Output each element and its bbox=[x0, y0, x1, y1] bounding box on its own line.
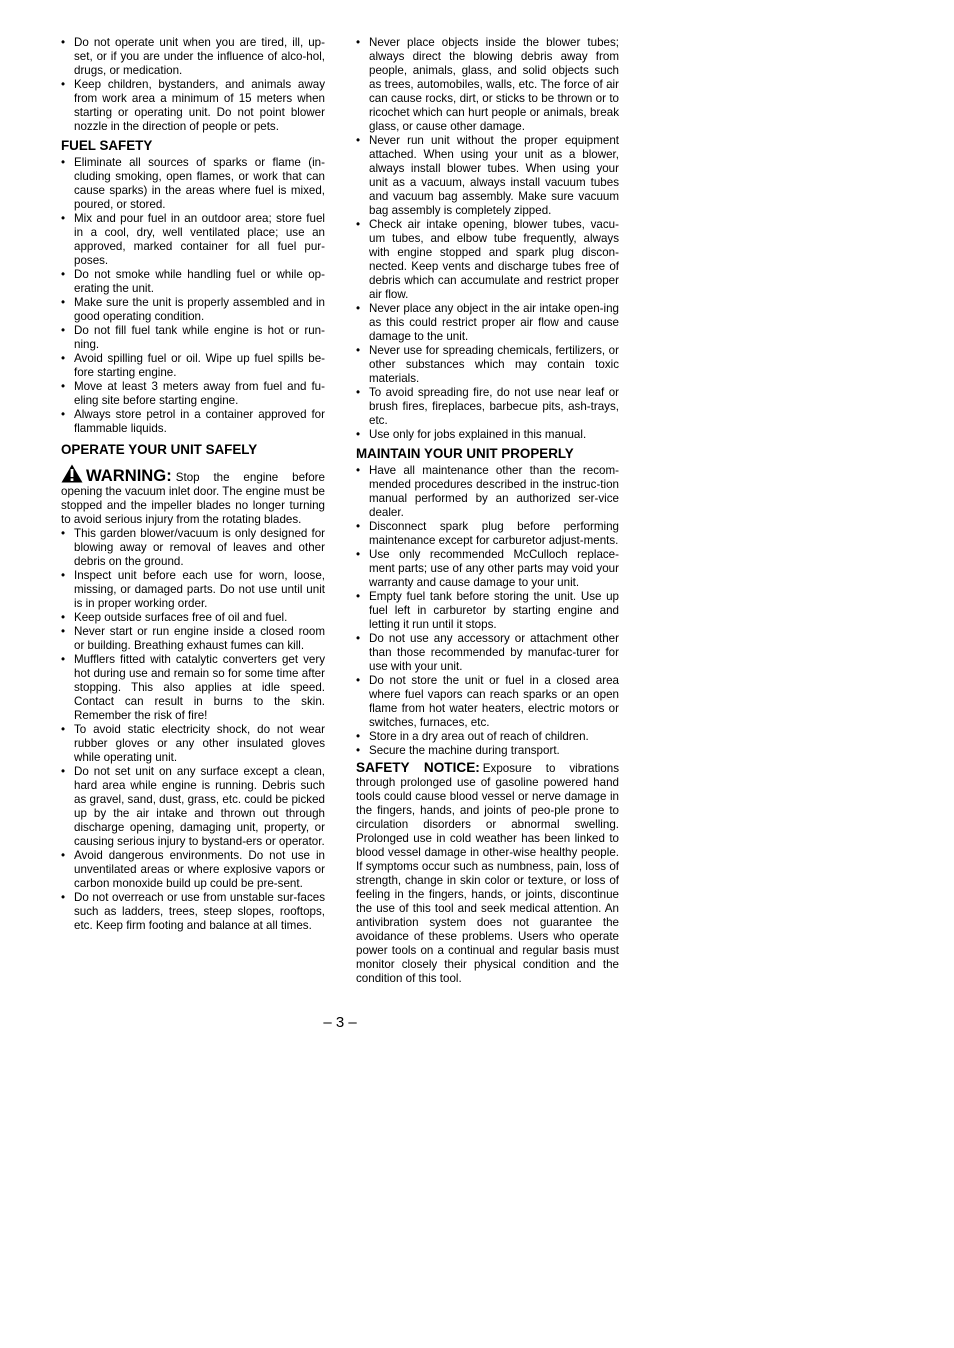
list-item: • Always store petrol in a container approved for flammable liquids. bbox=[61, 408, 325, 436]
list-item: • This garden blower/vacuum is only designed for blowing away or removal of leaves and other debris on the ground. bbox=[61, 527, 325, 569]
maintain-unit-list bbox=[356, 464, 619, 758]
list-item: • Never start or run engine inside a closed room or building. Breathing exhaust fumes can kill. bbox=[61, 625, 325, 653]
fuel-safety-heading: FUEL SAFETY bbox=[61, 138, 153, 153]
list-item: • Mix and pour fuel in an outdoor area; store fuel in a cool, dry, well ventilated place; use an approved, marked container for all fuel pur-poses. bbox=[61, 212, 325, 268]
safety-notice-text: Exposure to vibrations through prolonged use of gasoline powered hand tools could cause blood vessel or nerve damage in the fingers, hands, and joints of peo-ple prone to circulation disorders or abnormal swelling. Prolonged use in cold weather has been linked to blood vessel damage in other-wise healthy people. If symptoms occur such as numbness, pain, loss of strength, change in skin color or texture, or loss of feeling in the fingers, hands, or joints, discontinue the use of this tool and seek medical attention. An antivibration system does not guarantee the avoidance of these problems. Users who operate power tools on a continual and regular basis must monitor closely their physical condition and the condition of this tool. bbox=[356, 762, 619, 985]
list-item: • Eliminate all sources of sparks or flame (in-cluding smoking, open flames, or work that can cause sparks) in the areas where fuel is mixed, poured, or stored. bbox=[61, 156, 325, 212]
list-item: • Make sure the unit is properly assembled and in good operating condition. bbox=[61, 296, 325, 324]
warning-label: WARNING: bbox=[86, 466, 172, 485]
list-item: • Do not fill fuel tank while engine is hot or run-ning. bbox=[61, 324, 325, 352]
page-number: – 3 – bbox=[323, 1014, 357, 1031]
right-column bbox=[356, 36, 619, 986]
list-item: • Never use for spreading chemicals, fertilizers, or other substances which may contain toxic materials. bbox=[356, 344, 619, 386]
warning-triangle-icon bbox=[61, 464, 83, 483]
list-item: • Do not store the unit or fuel in a closed area where fuel vapors can reach sparks or an open flame from hot water heaters, electric motors or switches, furnaces, etc. bbox=[356, 674, 619, 730]
list-item: • Empty fuel tank before storing the unit. Use up fuel left in carburetor by starting engine and letting it run until it stops. bbox=[356, 590, 619, 632]
warning-text: Stop the engine before opening the vacuum inlet door. The engine must be stopped and the impeller blades no longer turning to avoid serious injury from the rotating blades. bbox=[61, 471, 325, 526]
operate-safely-heading: OPERATE YOUR UNIT SAFELY bbox=[61, 442, 258, 457]
intro-bullet-list bbox=[61, 36, 325, 134]
list-item: • Move at least 3 meters away from fuel and fu-eling site before starting engine. bbox=[61, 380, 325, 408]
list-item: • Do not operate unit when you are tired, ill, up-set, or if you are under the influence of alco-hol, drugs, or medication. bbox=[61, 36, 325, 78]
list-item: • Keep children, bystanders, and animals away from work area a minimum of 15 meters when starting or operating unit. Do not point blower nozzle in the direction of people or pets. bbox=[61, 78, 325, 134]
list-item: • Never place any object in the air intake open-ing as this could restrict proper air flow and cause damage to the unit. bbox=[356, 302, 619, 344]
list-item: • Do not set unit on any surface except a clean, hard area while engine is running. Debris such as gravel, sand, dust, grass, etc. could be picked up by the air intake and thrown out through discharge opening, damaging unit, property, or causing serious injury to bystand-ers or operator. bbox=[61, 765, 325, 849]
list-item: • Use only recommended McCulloch replace-ment parts; use of any other parts may void your warranty and cause damage to your unit. bbox=[356, 548, 619, 590]
list-item: • Disconnect spark plug before performing maintenance except for carburetor adjust-ments. bbox=[356, 520, 619, 548]
operate-safely-list-continued bbox=[356, 36, 619, 442]
list-item: • To avoid spreading fire, do not use near leaf or brush fires, fireplaces, barbecue pits, ash-trays, etc. bbox=[356, 386, 619, 428]
list-item: • Do not use any accessory or attachment other than those recommended by manufac-turer for use with your unit. bbox=[356, 632, 619, 674]
list-item: • Secure the machine during transport. bbox=[356, 744, 619, 758]
list-item: • Never run unit without the proper equipment attached. When using your unit as a blower, always install blower tubes. When using your unit as a vacuum, always install vacuum tubes and vacuum bag assembly. Make sure vacuum bag assembly is completely zipped. bbox=[356, 134, 619, 218]
list-item: • Keep outside surfaces free of oil and fuel. bbox=[61, 611, 325, 625]
list-item: • Avoid dangerous environments. Do not use in unventilated areas or where explosive vapors or carbon monoxide build up could be pre-sent. bbox=[61, 849, 325, 891]
left-column bbox=[61, 36, 325, 933]
safety-notice-label: SAFETY NOTICE: bbox=[356, 760, 480, 775]
list-item: • Avoid spilling fuel or oil. Wipe up fuel spills be-fore starting engine. bbox=[61, 352, 325, 380]
list-item: • Use only for jobs explained in this manual. bbox=[356, 428, 619, 442]
warning-paragraph bbox=[61, 464, 325, 527]
fuel-safety-list bbox=[61, 156, 325, 436]
list-item: • To avoid static electricity shock, do not wear rubber gloves or any other insulated gloves while operating unit. bbox=[61, 723, 325, 765]
list-item: • Check air intake opening, blower tubes, vacu-um tubes, and elbow tube frequently, always with engine stopped and spark plug discon-nected. Keep vents and discharge tubes free of debris which can accumulate and restrict proper air flow. bbox=[356, 218, 619, 302]
list-item: • Do not smoke while handling fuel or while op-erating the unit. bbox=[61, 268, 325, 296]
safety-notice-paragraph bbox=[356, 761, 619, 986]
operate-safely-list bbox=[61, 527, 325, 933]
list-item: • Have all maintenance other than the recom-mended procedures described in the instruc-tion manual performed by an authorized ser-vice dealer. bbox=[356, 464, 619, 520]
maintain-unit-heading: MAINTAIN YOUR UNIT PROPERLY bbox=[356, 446, 574, 461]
list-item: • Inspect unit before each use for worn, loose, missing, or damaged parts. Do not use until unit is in proper working order. bbox=[61, 569, 325, 611]
list-item: • Mufflers fitted with catalytic converters get very hot during use and remain so for some time after stopping. This also applies at idle speed. Contact can result in burns to the skin. Remember the risk of fire! bbox=[61, 653, 325, 723]
list-item: • Store in a dry area out of reach of children. bbox=[356, 730, 619, 744]
list-item: • Do not overreach or use from unstable sur-faces such as ladders, trees, steep slopes, rooftops, etc. Keep firm footing and balance at all times. bbox=[61, 891, 325, 933]
list-item: • Never place objects inside the blower tubes; always direct the blowing debris away from people, animals, glass, and solid objects such as trees, automobiles, walls, etc. The force of air can cause rocks, dirt, or sticks to be thrown or to ricochet which can hurt people or animals, break glass, or cause other damage. bbox=[356, 36, 619, 134]
